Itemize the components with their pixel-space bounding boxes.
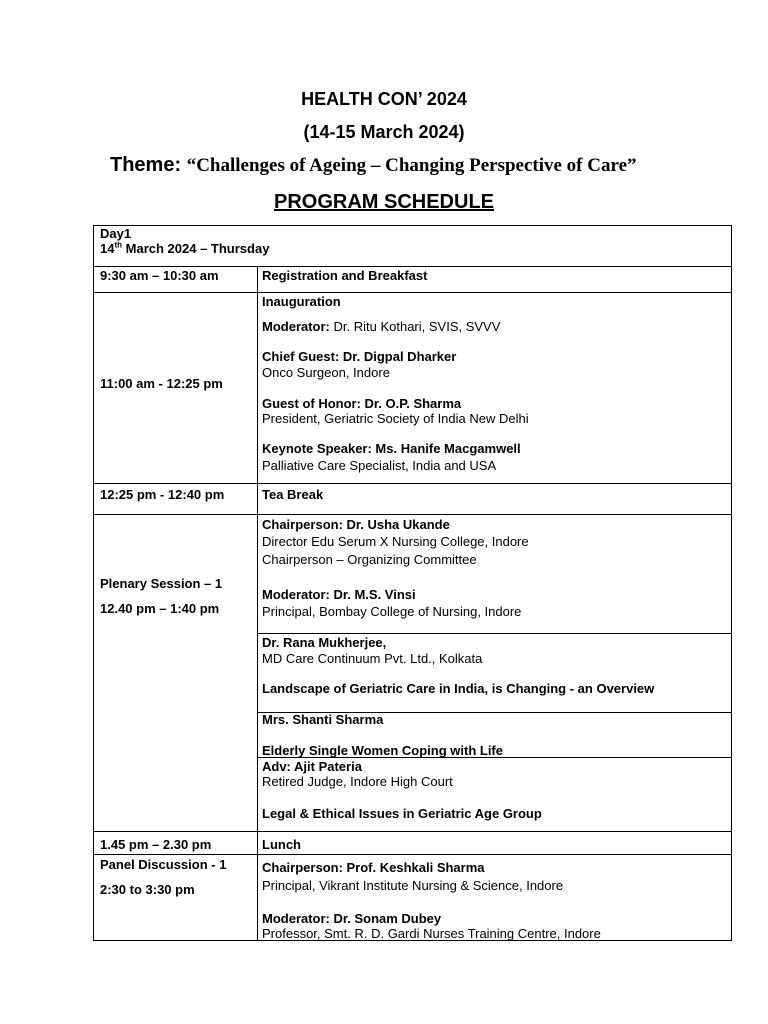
panel-moderator-role: Professor, Smt. R. D. Gardi Nurses Training Centre, Indore	[262, 926, 601, 941]
panel-moderator: Moderator: Dr. Sonam Dubey	[262, 911, 442, 926]
chief-guest: Chief Guest: Dr. Digpal Dharker	[262, 349, 457, 364]
row-divider	[257, 633, 731, 634]
panel-session-label: Panel Discussion - 1	[100, 857, 227, 872]
lunch-activity: Lunch	[262, 837, 301, 852]
row-divider	[94, 292, 731, 293]
talk3-speaker: Adv: Ajit Pateria	[262, 759, 362, 774]
keynote-role: Palliative Care Specialist, India and USA	[262, 458, 497, 473]
registration-activity: Registration and Breakfast	[262, 268, 428, 283]
talk1-speaker: Dr. Rana Mukherjee,	[262, 635, 387, 650]
inauguration-time: 11:00 am - 12:25 pm	[100, 376, 223, 391]
schedule-heading: PROGRAM SCHEDULE	[273, 191, 494, 213]
row-divider	[94, 854, 731, 855]
talk3-topic: Legal & Ethical Issues in Geriatric Age Group	[262, 806, 542, 821]
column-divider	[257, 266, 258, 940]
talk2-topic: Elderly Single Women Coping with Life	[262, 743, 503, 758]
theme-line	[110, 154, 750, 177]
row-divider	[94, 831, 731, 832]
panel-chairperson: Chairperson: Prof. Keshkali Sharma	[262, 860, 485, 875]
guest-of-honor-role: President, Geriatric Society of India New Delhi	[262, 411, 529, 426]
event-title: HEALTH CON’ 2024	[301, 89, 467, 109]
chief-guest-role: Onco Surgeon, Indore	[262, 365, 390, 380]
theme-text: “Challenges of Ageing – Changing Perspective of Care”	[186, 155, 637, 176]
talk2-speaker: Mrs. Shanti Sharma	[262, 712, 384, 727]
row-divider	[94, 266, 731, 267]
schedule-table	[93, 225, 732, 941]
row-divider	[94, 483, 731, 484]
theme-label: Theme:	[110, 154, 182, 176]
tea-break-time: 12:25 pm - 12:40 pm	[100, 487, 225, 502]
inauguration-moderator: Moderator: Dr. Ritu Kothari, SVIS, SVVV	[262, 319, 501, 334]
talk3-role: Retired Judge, Indore High Court	[262, 774, 453, 789]
plenary-session-label: Plenary Session – 1	[100, 576, 223, 591]
plenary-chair-line2: Chairperson – Organizing Committee	[262, 552, 477, 567]
plenary-session-time: 12.40 pm – 1:40 pm	[100, 601, 220, 616]
talk1-role: MD Care Continuum Pvt. Ltd., Kolkata	[262, 651, 483, 666]
day-label: Day1	[100, 226, 132, 241]
plenary-chairperson: Chairperson: Dr. Usha Ukande	[262, 517, 450, 532]
panel-session-time: 2:30 to 3:30 pm	[100, 882, 195, 897]
plenary-chair-line1: Director Edu Serum X Nursing College, Indore	[262, 534, 529, 549]
keynote-speaker: Keynote Speaker: Ms. Hanife Macgamwell	[262, 441, 521, 456]
row-divider	[94, 514, 731, 515]
plenary-moderator-role: Principal, Bombay College of Nursing, Indore	[262, 604, 522, 619]
tea-break-activity: Tea Break	[262, 487, 324, 502]
panel-chair-role: Principal, Vikrant Institute Nursing & Science, Indore	[262, 878, 564, 893]
plenary-moderator: Moderator: Dr. M.S. Vinsi	[262, 587, 416, 602]
event-dates: (14-15 March 2024)	[303, 122, 465, 142]
lunch-time: 1.45 pm – 2.30 pm	[100, 837, 212, 852]
day-date: 14th March 2024 – Thursday	[100, 240, 270, 256]
registration-time: 9:30 am – 10:30 am	[100, 268, 219, 283]
talk1-topic: Landscape of Geriatric Care in India, is Changing - an Overview	[262, 681, 655, 696]
inauguration-title: Inauguration	[262, 294, 341, 309]
guest-of-honor: Guest of Honor: Dr. O.P. Sharma	[262, 396, 462, 411]
